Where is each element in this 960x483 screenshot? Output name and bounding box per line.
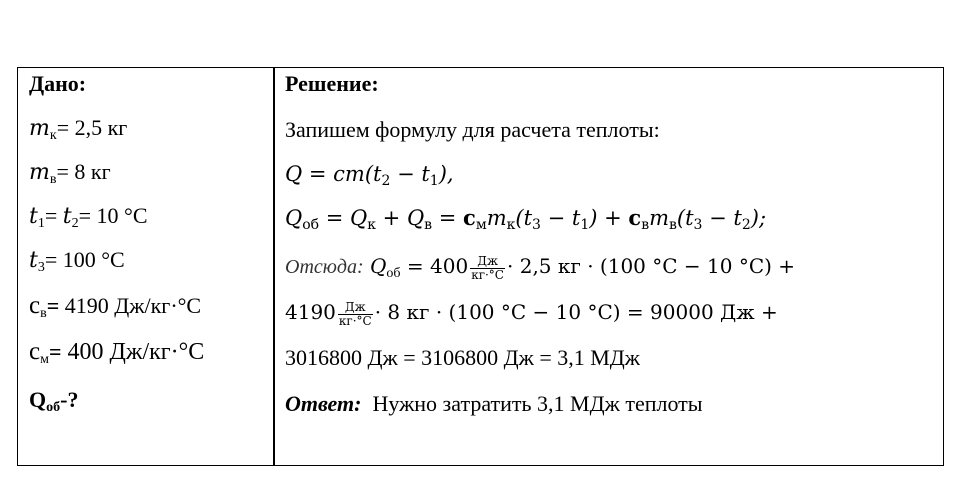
t12-value: = 10 °С bbox=[78, 203, 148, 228]
formula-total-part: (t bbox=[515, 206, 533, 230]
cm-equals: = bbox=[48, 339, 62, 364]
given-mv bbox=[29, 158, 111, 187]
calc-part: 4190 bbox=[285, 300, 336, 324]
calc-part: = 400 bbox=[400, 254, 469, 278]
t1-symbol: t bbox=[29, 204, 38, 229]
fraction-denominator: кг·°С bbox=[338, 313, 372, 328]
calc-line-2 bbox=[285, 298, 778, 328]
column-divider bbox=[273, 67, 275, 466]
calc-part: · 2,5 кг · (100 °С − 10 °С) + bbox=[507, 254, 796, 278]
t3-subscript: 3 bbox=[37, 260, 45, 275]
fraction-numerator: Дж bbox=[338, 301, 373, 315]
formula-total-part: Q bbox=[285, 206, 303, 230]
mk-symbol: m bbox=[29, 116, 50, 141]
formula-heat-sub: 1 bbox=[429, 173, 439, 189]
unit-fraction bbox=[338, 301, 373, 328]
formula-total-sub: м bbox=[475, 217, 487, 233]
mv-symbol: m bbox=[29, 160, 50, 185]
answer-text: Нужно затратить 3,1 МДж теплоты bbox=[361, 391, 703, 416]
solution-intro: Запишем формулу для расчета теплоты: bbox=[285, 117, 660, 142]
formula-heat-part: ), bbox=[438, 162, 454, 186]
t2-subscript: 2 bbox=[71, 216, 79, 231]
formula-total-part: с bbox=[463, 205, 476, 230]
calc-part: · 8 кг · (100 °С − 10 °С) = 90000 Дж + bbox=[374, 300, 778, 324]
cm-value: 400 Дж/кг·°С bbox=[61, 339, 205, 365]
formula-total-part: с bbox=[628, 205, 642, 230]
calc-q-sub: об bbox=[386, 266, 401, 281]
cv-value: 4190 Дж/кг·°С bbox=[59, 293, 202, 318]
formula-total-part: m bbox=[649, 206, 669, 230]
calc-line-3: 3016800 Дж = 3106800 Дж = 3,1 МДж bbox=[285, 345, 640, 370]
cm-symbol: с bbox=[29, 338, 41, 365]
given-header: Дано: bbox=[29, 71, 87, 96]
formula-total-sub: к bbox=[367, 217, 376, 233]
formula-total-sub: в bbox=[424, 217, 433, 233]
formula-total-part: = Q bbox=[319, 206, 368, 230]
mv-value: = 8 кг bbox=[56, 159, 111, 184]
formula-total-sub: 3 bbox=[693, 217, 703, 233]
t3-symbol: t bbox=[29, 248, 38, 273]
formula-heat-part: − t bbox=[390, 162, 430, 186]
t3-value: = 100 °С bbox=[44, 247, 125, 272]
answer-line bbox=[285, 390, 703, 418]
formula-heat bbox=[285, 160, 454, 188]
t2-symbol: t bbox=[62, 204, 72, 229]
formula-total-sub: 3 bbox=[532, 217, 541, 233]
formula-total-sub: об bbox=[302, 217, 320, 233]
given-mk bbox=[29, 114, 127, 143]
formula-total-part: m bbox=[486, 206, 507, 230]
given-cm bbox=[29, 338, 204, 366]
formula-total-sub: к bbox=[506, 217, 516, 233]
formula-total-part: ) + bbox=[589, 206, 629, 230]
formula-total-part: (t bbox=[676, 206, 694, 230]
given-cv bbox=[29, 292, 201, 320]
calc-prefix: Отсюда: bbox=[285, 256, 364, 278]
answer-label: Ответ: bbox=[285, 391, 362, 416]
given-t3 bbox=[29, 246, 125, 275]
formula-heat-sub: 2 bbox=[381, 173, 391, 189]
q-symbol: Q bbox=[29, 387, 47, 412]
fraction-denominator: кг·°С bbox=[471, 267, 504, 282]
formula-total-sub: в bbox=[669, 217, 677, 233]
calc-line-1 bbox=[285, 252, 795, 282]
solution-header: Решение: bbox=[285, 71, 379, 96]
mk-subscript: к bbox=[49, 128, 57, 143]
given-q bbox=[29, 386, 78, 414]
t1-subscript: 1 bbox=[37, 216, 45, 231]
mv-subscript: в bbox=[49, 172, 57, 187]
given-t1-t2 bbox=[29, 202, 148, 231]
formula-total-sub: 1 bbox=[580, 217, 590, 233]
formula-total-sub: 2 bbox=[741, 217, 751, 233]
formula-heat-part: Q = cm(t bbox=[285, 162, 382, 186]
q-unknown: -? bbox=[60, 387, 79, 412]
fraction-numerator: Дж bbox=[470, 255, 505, 269]
unit-fraction bbox=[470, 255, 505, 282]
q-subscript: об bbox=[46, 400, 61, 415]
formula-total-sub: в bbox=[641, 217, 650, 233]
t1-equals: = bbox=[44, 203, 63, 228]
calc-q: Q bbox=[363, 254, 387, 278]
formula-total bbox=[285, 204, 766, 232]
cv-symbol: с bbox=[29, 292, 41, 319]
cv-subscript: в bbox=[40, 306, 47, 321]
formula-total-part: + Q bbox=[376, 206, 425, 230]
formula-total-part: ); bbox=[750, 206, 767, 230]
formula-total-part: = bbox=[432, 206, 464, 230]
mk-value: = 2,5 кг bbox=[56, 115, 128, 140]
formula-total-part: − t bbox=[702, 206, 742, 230]
cm-subscript: м bbox=[40, 352, 49, 367]
formula-total-part: − t bbox=[540, 206, 581, 230]
cv-equals: = bbox=[46, 293, 60, 318]
